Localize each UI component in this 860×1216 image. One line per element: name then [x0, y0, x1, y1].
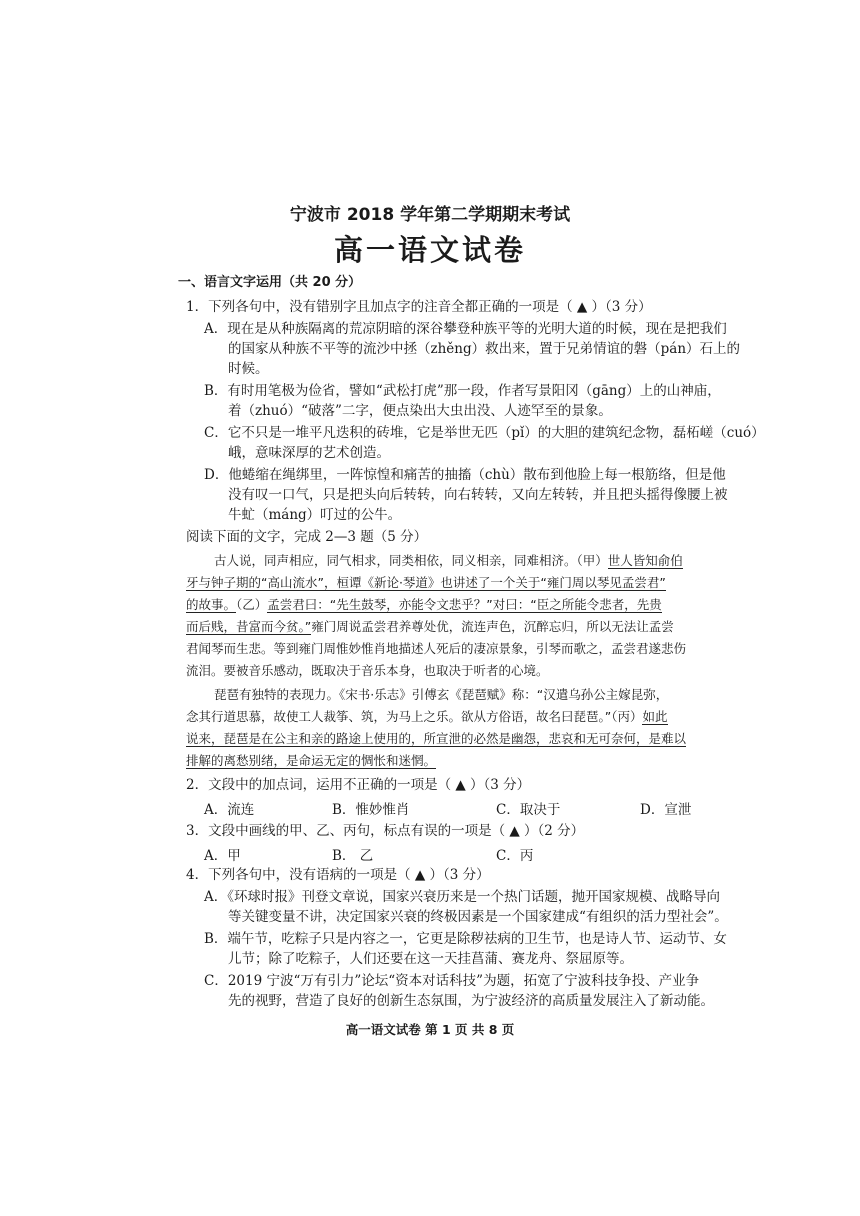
q3-option-a: A．甲 [204, 848, 241, 864]
passage2-line2 [186, 708, 668, 726]
page-footer: 高一语文试卷 第 1 页 共 8 页 [345, 1022, 515, 1037]
passage1-line1 [214, 552, 683, 570]
passage1-line3-mark: （乙） [236, 597, 268, 612]
q3-option-c: C．丙 [496, 848, 534, 864]
passage2-line4 [186, 752, 436, 770]
section-heading: 一、语言文字运用（共 20 分） [178, 275, 362, 290]
q4-option-c-line2: 先的视野，营造了良好的创新生态氛围，为宁波经济的高质量发展注入了新动能。 [228, 993, 714, 1009]
q1-option-d-line2: 没有叹一口气，只是把头向后转转，向右转转，又向左转转，并且把头摇得像腰上被 [228, 487, 728, 503]
q1-option-a-line3: 时候。 [228, 361, 269, 377]
q2-option-c: C．取决于 [496, 802, 561, 818]
reading-intro: 阅读下面的文字，完成 2—3 题（5 分） [186, 529, 428, 545]
q2-option-b: B．惟妙惟肖 [332, 802, 410, 818]
q1-option-d-line3: 牛虻（máng）叮过的公牛。 [228, 507, 402, 523]
passage1-line3-underlined-a: 的故事。 [186, 597, 237, 612]
q3-stem: 3．文段中画线的甲、乙、丙句，标点有误的一项是（ ▲ ）（2 分） [186, 823, 585, 839]
passage1-line2-underlined: 牙与钟子期的“高山流水”，桓谭《新论·琴道》也讲述了一个关于“雍门周以琴见孟尝君” [186, 575, 666, 590]
passage2-line3 [186, 730, 686, 748]
q4-option-c-line1: C．2019 宁波“万有引力”论坛“资本对话科技”为题，拓宽了宁波科技争投、产业争 [204, 973, 700, 989]
q1-stem: 1．下列各句中，没有错别字且加点字的注音全都正确的一项是（ ▲ ）（3 分） [186, 299, 652, 315]
passage1-line4-text: 雍门周说孟尝君养尊处优，流连声色，沉醉忘归，所以无法让孟尝 [311, 619, 674, 634]
passage2-line2-text: 念其行道思慕，故使工人裁筝、筑，为马上之乐。欲从方俗语，故名曰琵琶。”（丙） [186, 709, 643, 724]
exam-title: 宁波市 2018 学年第二学期期末考试 [289, 205, 571, 225]
passage2-line1: 琵琶有独特的表现力。《宋书·乐志》引傅玄《琵琶赋》称：“汉遣乌孙公主嫁昆弥， [214, 687, 669, 702]
passage2-line2-underlined: 如此 [642, 709, 668, 724]
q1-option-b-line1: B．有时用笔极为俭省，譬如“武松打虎”那一段，作者写景阳冈（gāng）上的山神庙， [204, 383, 721, 399]
passage1-line4-underlined: 而后贱，昔富而今贫。” [186, 619, 312, 634]
q3-option-b: B． 乙 [332, 848, 374, 864]
passage2-line3-underlined: 说来，琵琶是在公主和亲的路途上使用的，所宣泄的必然是幽怨，悲哀和无可奈何，是难以 [186, 731, 687, 746]
passage2-line4-underlined: 排解的离愁别绪，是命运无定的惆怅和迷惘。 [186, 753, 437, 768]
q1-option-b-line2: 着（zhuó）“破落”二字，便点染出大虫出没、人迹罕至的景象。 [228, 403, 612, 419]
passage1-line1-text: 古人说，同声相应，同气相求，同类相依，同义相亲，同难相济。（甲） [214, 553, 608, 568]
q2-stem: 2．文段中的加点词，运用不正确的一项是（ ▲ ）（3 分） [186, 777, 531, 793]
q1-option-c-line2: 峨，意味深厚的艺术创造。 [228, 445, 390, 461]
q1-option-a-line1: A．现在是从种族隔离的荒凉阴暗的深谷攀登种族平等的光明大道的时候，现在是把我们 [204, 321, 727, 337]
q4-option-b-line2: 儿节；除了吃粽子，人们还要在这一天挂菖蒲、赛龙舟、祭屈原等。 [228, 951, 633, 967]
q4-option-a-line2: 等关键变量不讲，决定国家兴衰的终极因素是一个国家建成“有组织的活力型社会”。 [228, 909, 728, 925]
q1-option-c-line1: C．它不只是一堆平凡迭积的砖堆，它是举世无匹（pǐ）的大胆的建筑纪念物，磊柘嵯（cuó） [204, 425, 765, 441]
passage1-line4 [186, 618, 674, 636]
q4-option-a-line1: A．《环球时报》刊登文章说，国家兴衰历来是一个热门话题，抛开国家规模、战略导向 [204, 889, 720, 905]
q4-option-b-line1: B．端午节，吃粽子只是内容之一，它更是除秽祛病的卫生节，也是诗人节、运动节、女 [204, 931, 727, 947]
q1-option-a-line2: 的国家从种族不平等的流沙中拯（zhěng）救出来，置于兄弟情谊的磐（pán）石上的 [228, 341, 741, 357]
q1-option-d-line1: D．他蜷缩在绳绑里，一阵惊惶和痛苦的抽搐（chù）散布到他脸上每一根筋络，但是他 [204, 467, 726, 483]
passage1-line3-underlined-b: 孟尝君曰：“先生鼓琴，亦能令文悲乎？”对曰：“臣之所能令悲者，先贵 [267, 597, 662, 612]
passage1-line1-underlined: 世人皆知俞伯 [607, 553, 683, 568]
q2-option-a: A．流连 [204, 802, 255, 818]
passage1-line5: 君闻琴而生悲。等到雍门周惟妙惟肖地描述人死后的凄凉景象，引琴而歌之，孟尝君遂悲伤 [186, 641, 687, 656]
passage1-line3 [186, 596, 662, 614]
passage1-line2 [186, 574, 666, 592]
exam-subtitle: 高一语文试卷 [333, 233, 526, 267]
passage1-line6: 流泪。要被音乐感动，既取决于音乐本身，也取决于听者的心境。 [186, 663, 549, 678]
q2-option-d: D．宣泄 [640, 802, 692, 818]
q4-stem: 4．下列各句中，没有语病的一项是（ ▲ ）（3 分） [186, 867, 490, 883]
